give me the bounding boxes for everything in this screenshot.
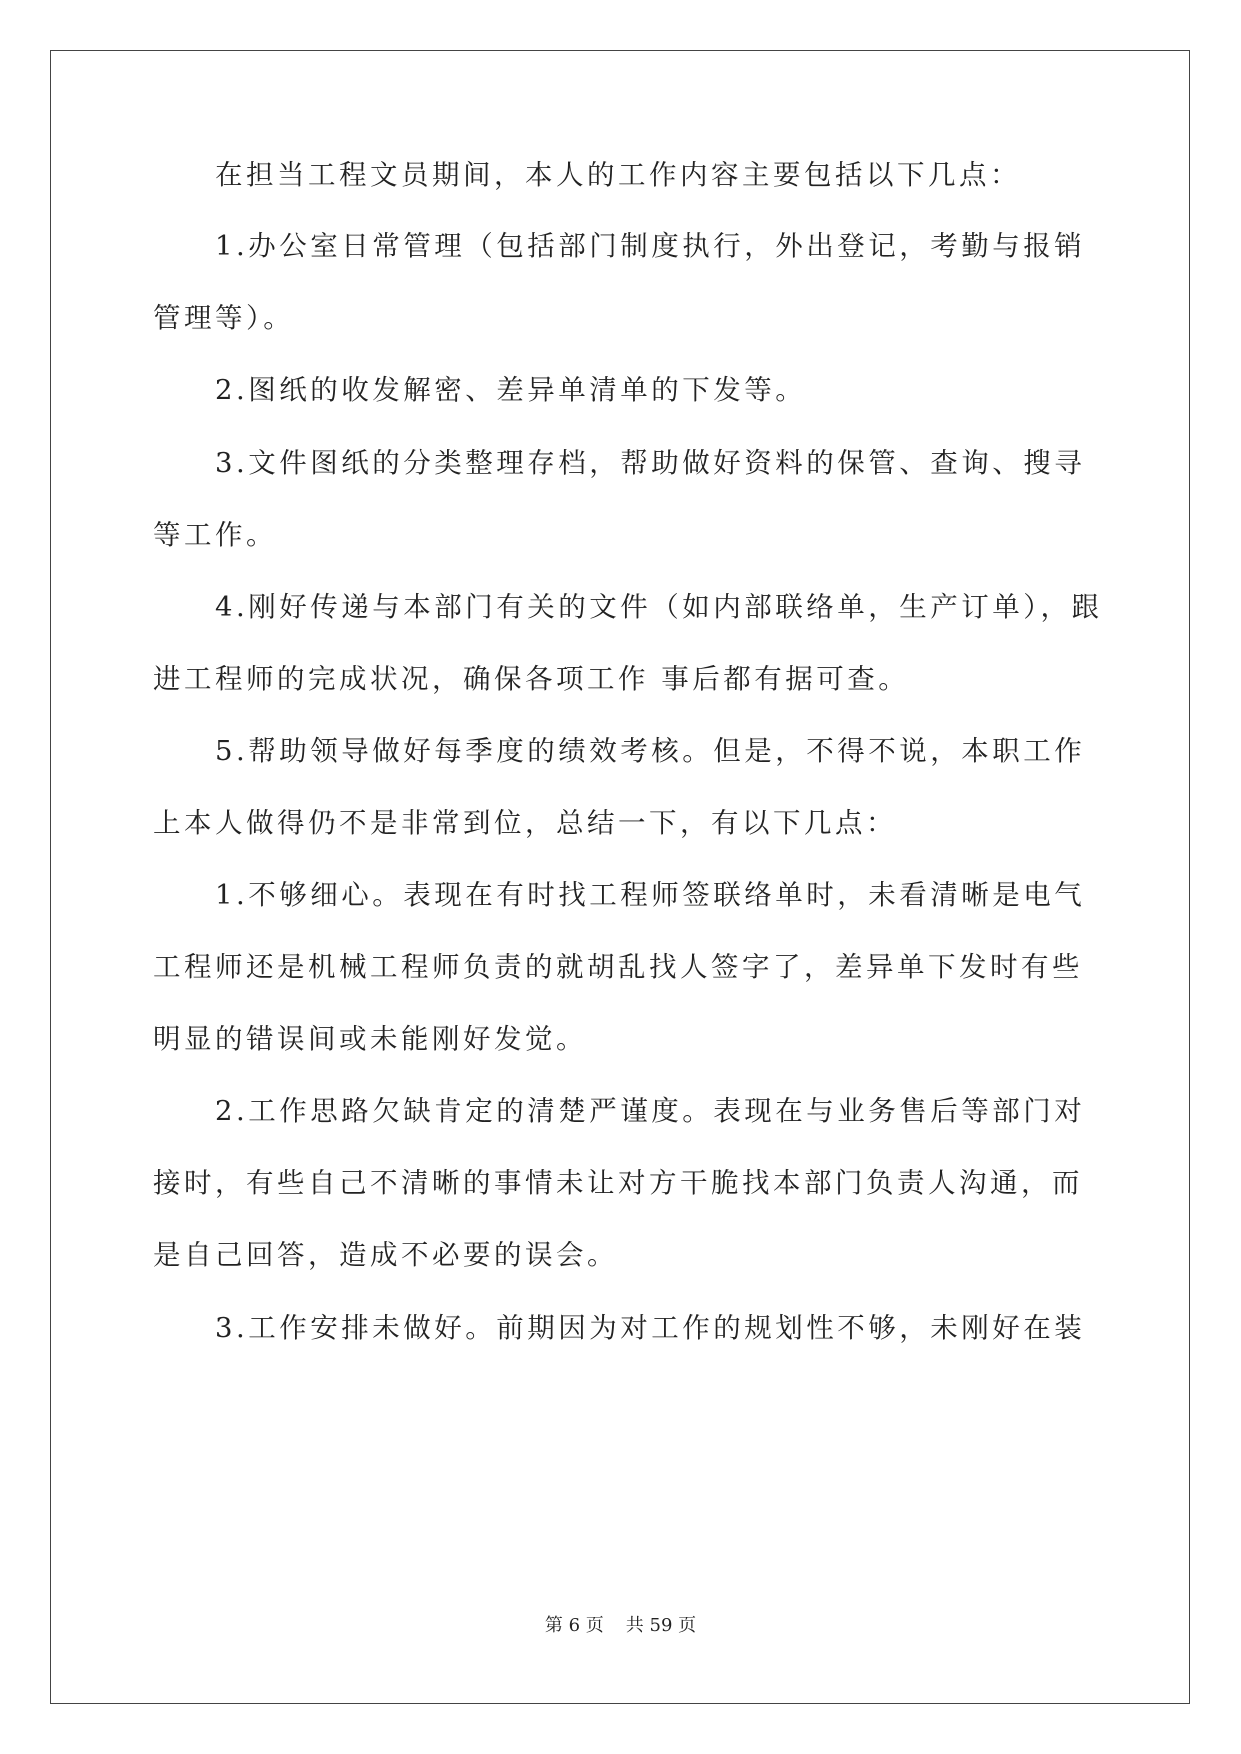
list-item-3-line-2: 等工作。	[153, 519, 277, 551]
issue-3-line-1: 3.工作安排未做好。前期因为对工作的规划性不够，未刚好在装	[215, 1312, 1086, 1344]
paragraph-intro: 在担当工程文员期间，本人的工作内容主要包括以下几点：	[215, 159, 1021, 191]
page-number: 第 6 页	[544, 1615, 604, 1636]
issue-2-line-3: 是自己回答，造成不必要的误会。	[153, 1239, 618, 1271]
list-item-2: 2.图纸的收发解密、差异单清单的下发等。	[215, 374, 807, 406]
total-pages: 共 59 页	[625, 1615, 697, 1636]
list-item-3-line-1: 3.文件图纸的分类整理存档，帮助做好资料的保管、查询、搜寻	[215, 447, 1086, 479]
issue-1-line-2: 工程师还是机械工程师负责的就胡乱找人签字了，差异单下发时有些	[153, 951, 1083, 983]
list-item-1-line-1: 1.办公室日常管理（包括部门制度执行，外出登记，考勤与报销	[215, 230, 1086, 262]
issue-2-line-2: 接时，有些自己不清晰的事情未让对方干脆找本部门负责人沟通，而	[153, 1167, 1083, 1199]
list-item-5-line-2: 上本人做得仍不是非常到位，总结一下，有以下几点：	[153, 807, 897, 839]
list-item-1-line-2: 管理等）。	[153, 302, 295, 334]
issue-1-line-3: 明显的错误间或未能刚好发觉。	[153, 1023, 587, 1055]
list-item-4-line-1: 4.刚好传递与本部门有关的文件（如内部联络单，生产订单），跟	[215, 591, 1103, 623]
list-item-5-line-1: 5.帮助领导做好每季度的绩效考核。但是，不得不说，本职工作	[215, 735, 1086, 767]
page-footer	[0, 1614, 1241, 1638]
issue-1-line-1: 1.不够细心。表现在有时找工程师签联络单时，未看清晰是电气	[215, 879, 1086, 911]
issue-2-line-1: 2.工作思路欠缺肯定的清楚严谨度。表现在与业务售后等部门对	[215, 1095, 1086, 1127]
list-item-4-line-2: 进工程师的完成状况，确保各项工作 事后都有据可查。	[153, 663, 910, 695]
